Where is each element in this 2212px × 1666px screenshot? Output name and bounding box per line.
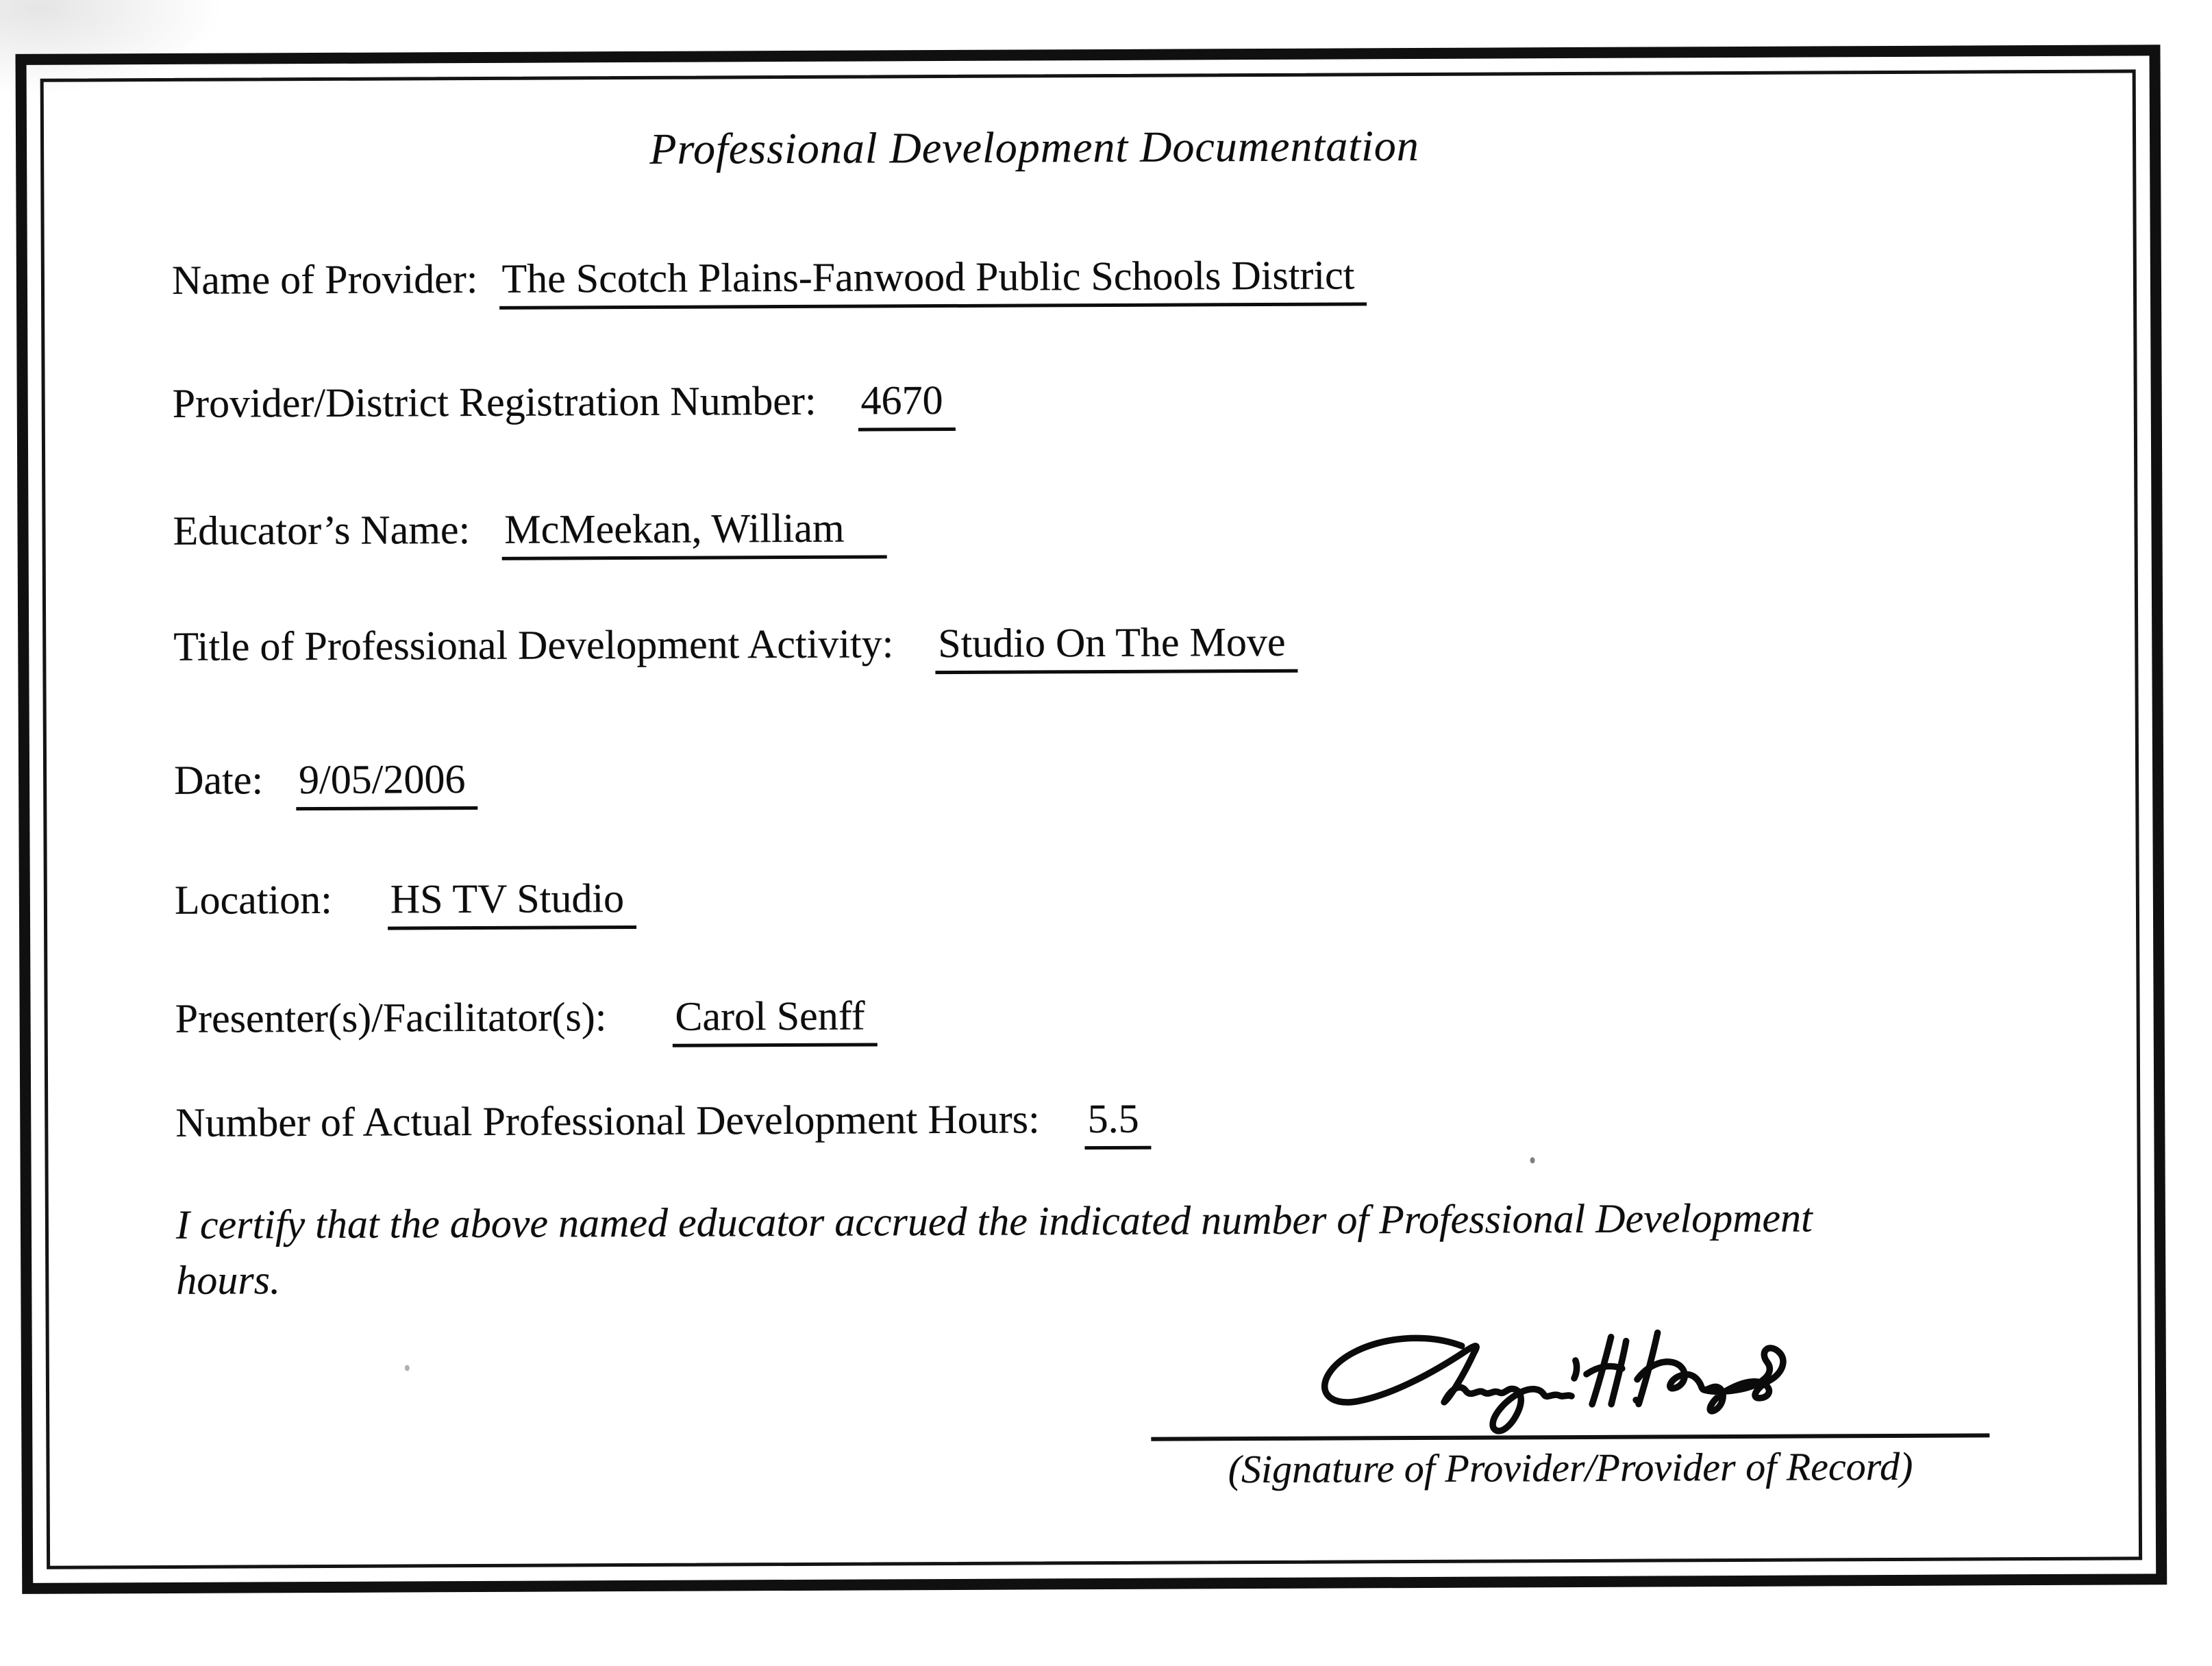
presenters-label: Presenter(s)/Facilitator(s): bbox=[175, 994, 607, 1041]
field-pd-hours bbox=[175, 1095, 1152, 1147]
document-title: Professional Development Documentation bbox=[649, 121, 1419, 173]
field-location bbox=[175, 875, 636, 924]
location-value: HS TV Studio bbox=[388, 875, 637, 930]
certification-line-2: hours. bbox=[176, 1257, 281, 1303]
field-provider-name bbox=[172, 251, 1367, 304]
pd-hours-label: Number of Actual Professional Development Hours: bbox=[175, 1096, 1040, 1145]
pd-hours-value: 5.5 bbox=[1085, 1096, 1152, 1149]
date-value: 9/05/2006 bbox=[296, 756, 478, 810]
activity-title-value: Studio On The Move bbox=[935, 619, 1298, 674]
field-presenters bbox=[175, 992, 877, 1042]
activity-title-label: Title of Professional Development Activity: bbox=[173, 621, 894, 669]
provider-name-value: The Scotch Plains-Fanwood Public Schools District bbox=[499, 252, 1367, 310]
registration-number-label: Provider/District Registration Number: bbox=[172, 377, 817, 426]
field-registration-number bbox=[173, 377, 956, 427]
scan-speck bbox=[405, 1365, 410, 1371]
field-activity-title bbox=[173, 619, 1298, 671]
educator-name-label: Educator’s Name: bbox=[173, 507, 471, 554]
field-educator-name bbox=[173, 504, 886, 555]
provider-signature-script bbox=[1299, 1321, 1779, 1433]
location-label: Location: bbox=[174, 876, 332, 923]
educator-name-value: McMeekan, William bbox=[501, 505, 887, 560]
signature-caption: (Signature of Provider/Provider of Record) bbox=[1228, 1443, 1913, 1492]
registration-number-value: 4670 bbox=[858, 377, 955, 432]
certification-statement bbox=[176, 1189, 2088, 1308]
certification-line-1: I certify that the above named educator accrued the indicated number of Professional Development bbox=[175, 1195, 1813, 1247]
presenters-value: Carol Senff bbox=[672, 993, 878, 1047]
scan-speck bbox=[1530, 1157, 1535, 1163]
provider-name-label: Name of Provider: bbox=[171, 256, 478, 303]
date-label: Date: bbox=[173, 757, 264, 803]
field-date bbox=[174, 756, 478, 804]
